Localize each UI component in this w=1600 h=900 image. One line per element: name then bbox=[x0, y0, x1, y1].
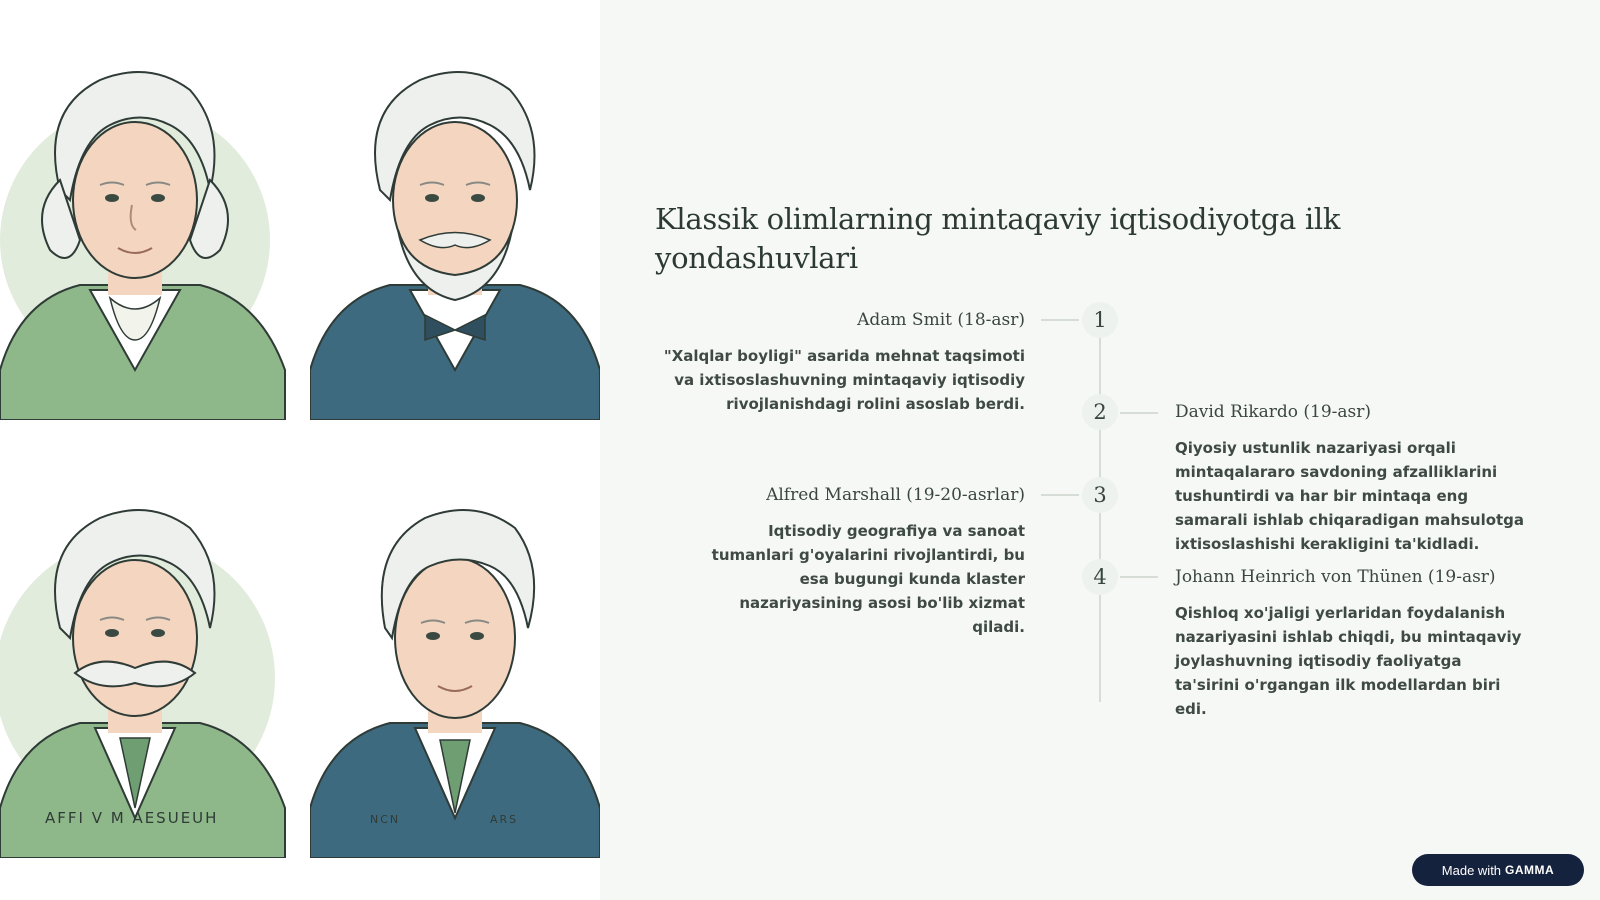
made-with-gamma-badge[interactable] bbox=[1412, 854, 1584, 886]
badge-prefix: Made with bbox=[1441, 862, 1502, 878]
timeline-item-2-description: Qiyosiy ustunlik nazariyasi orqali mintaqalararo savdoning afzalliklarini tushuntirdi va har bir mintaqa eng samarali ishlab chiqaradigan mahsulotga ixtisoslashishi kerakligini ta'kidladi. bbox=[1175, 439, 1525, 553]
timeline-item-3-description: Iqtisodiy geografiya va sanoat tumanlari g'oyalarini rivojlantirdi, bu esa bugungi kunda klaster nazariyasining asosi bo'lib xizmat qiladi. bbox=[711, 522, 1025, 636]
slide-content bbox=[655, 200, 1555, 278]
timeline-step-2-number: 2 bbox=[1082, 394, 1118, 430]
portrait-von-thunen bbox=[310, 478, 600, 858]
portrait-illustration-panel bbox=[0, 0, 600, 900]
timeline-connector-3 bbox=[1041, 494, 1079, 496]
timeline-step-1-number: 1 bbox=[1082, 302, 1118, 338]
portrait-caption-right-b: ARS bbox=[490, 813, 519, 826]
timeline-item-2-title: David Rikardo (19-asr) bbox=[1175, 402, 1372, 422]
gamma-logo-text: GAMMA bbox=[1505, 863, 1555, 877]
timeline-connector-4 bbox=[1120, 576, 1158, 578]
portrait-caption-right-a: NCN bbox=[370, 813, 401, 826]
portrait-alfred-marshall bbox=[0, 478, 290, 858]
portrait-david-ricardo bbox=[310, 40, 600, 420]
timeline-item-4-description: Qishloq xo'jaligi yerlaridan foydalanish nazariyasini ishlab chiqdi, bu mintaqaviy joylashuvning iqtisodiy faoliyatga ta'sirini o'rgangan ilk modellardan biri edi. bbox=[1175, 604, 1522, 718]
timeline-step-3-number: 3 bbox=[1082, 477, 1118, 513]
timeline-step-4-number: 4 bbox=[1082, 559, 1118, 595]
timeline-connector-1 bbox=[1041, 319, 1079, 321]
slide-title: Klassik olimlarning mintaqaviy iqtisodiyotga ilk yondashuvlari bbox=[655, 202, 1341, 275]
timeline-item-4-title: Johann Heinrich von Thünen (19-asr) bbox=[1175, 567, 1496, 587]
timeline-item-1-description: "Xalqlar boyligi" asarida mehnat taqsimoti va ixtisoslashuvning mintaqaviy iqtisodiy rivojlanishdagi rolini asoslab berdi. bbox=[663, 347, 1025, 413]
portrait-adam-smith bbox=[0, 40, 290, 420]
timeline-item-1-title: Adam Smit (18-asr) bbox=[857, 310, 1025, 330]
timeline-connector-2 bbox=[1120, 412, 1158, 414]
timeline-item-3-title: Alfred Marshall (19-20-asrlar) bbox=[766, 485, 1025, 505]
portrait-caption-left: AFFI V M AESUEUH bbox=[45, 809, 219, 827]
